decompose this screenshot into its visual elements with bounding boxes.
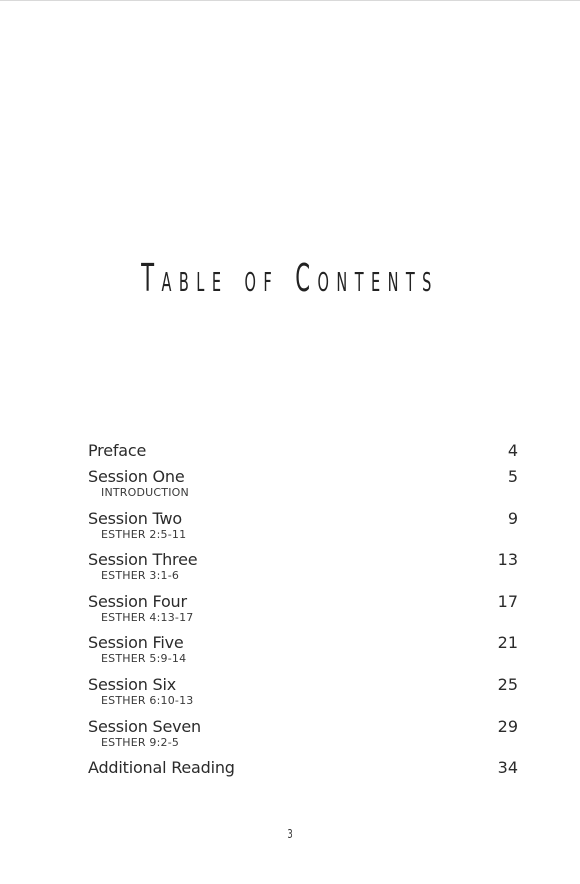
toc-entry-label: Session One bbox=[88, 467, 185, 486]
toc-entry-subtitle: ESTHER 2:5-11 bbox=[101, 527, 187, 541]
page-number: 3 bbox=[287, 827, 293, 841]
toc-entry-label: Session Four bbox=[88, 591, 187, 611]
toc-entry-label: Additional Reading bbox=[88, 758, 235, 778]
toc-entry-subtitle: ESTHER 6:10-13 bbox=[101, 693, 194, 707]
toc-entry-session-six[interactable] bbox=[88, 674, 518, 716]
page-title bbox=[110, 258, 470, 306]
toc-entry-page: 13 bbox=[497, 550, 518, 570]
toc-entry-page: 34 bbox=[497, 758, 518, 778]
toc-entry-session-three[interactable] bbox=[88, 549, 518, 591]
toc-entry-page: 5 bbox=[507, 467, 518, 486]
toc-entry-subtitle: ESTHER 4:13-17 bbox=[101, 610, 194, 624]
toc-entry-subtitle: ESTHER 5:9-14 bbox=[101, 652, 187, 666]
toc-entry-session-four[interactable] bbox=[88, 591, 518, 633]
toc-entry-subtitle: ESTHER 3:1-6 bbox=[101, 569, 180, 583]
toc-entry-page: 9 bbox=[507, 508, 518, 528]
toc-entry-session-one[interactable] bbox=[88, 466, 518, 508]
toc-entry-label: Preface bbox=[88, 441, 147, 460]
toc-entry-label: Session Two bbox=[88, 508, 182, 528]
toc-entry-session-two[interactable] bbox=[88, 508, 518, 550]
table-of-contents bbox=[88, 440, 518, 783]
top-border bbox=[0, 0, 580, 1]
toc-entry-page: 29 bbox=[497, 716, 518, 736]
title-word-1-rest: ABLE bbox=[161, 268, 229, 298]
toc-entry-session-five[interactable] bbox=[88, 632, 518, 674]
toc-entry-subtitle: INTRODUCTION bbox=[101, 486, 189, 499]
toc-entry-label: Session Six bbox=[88, 674, 177, 694]
toc-entry-page: 4 bbox=[507, 441, 518, 460]
toc-entry-subtitle: ESTHER 9:2-5 bbox=[101, 735, 180, 749]
toc-entry-label: Session Seven bbox=[88, 716, 201, 736]
title-word-3-initial: C bbox=[295, 256, 318, 300]
toc-entry-page: 17 bbox=[497, 591, 518, 611]
title-word-1-initial: T bbox=[141, 256, 162, 300]
toc-entry-label: Session Five bbox=[88, 633, 184, 653]
toc-entry-additional-reading[interactable] bbox=[88, 757, 518, 783]
toc-entry-label: Session Three bbox=[88, 550, 198, 570]
title-word-2: OF bbox=[244, 268, 280, 298]
toc-entry-session-seven[interactable] bbox=[88, 716, 518, 758]
toc-entry-page: 25 bbox=[497, 674, 518, 694]
title-word-3-rest: ONTENTS bbox=[317, 268, 439, 298]
toc-entry-preface[interactable] bbox=[88, 440, 518, 466]
toc-entry-page: 21 bbox=[497, 633, 518, 653]
